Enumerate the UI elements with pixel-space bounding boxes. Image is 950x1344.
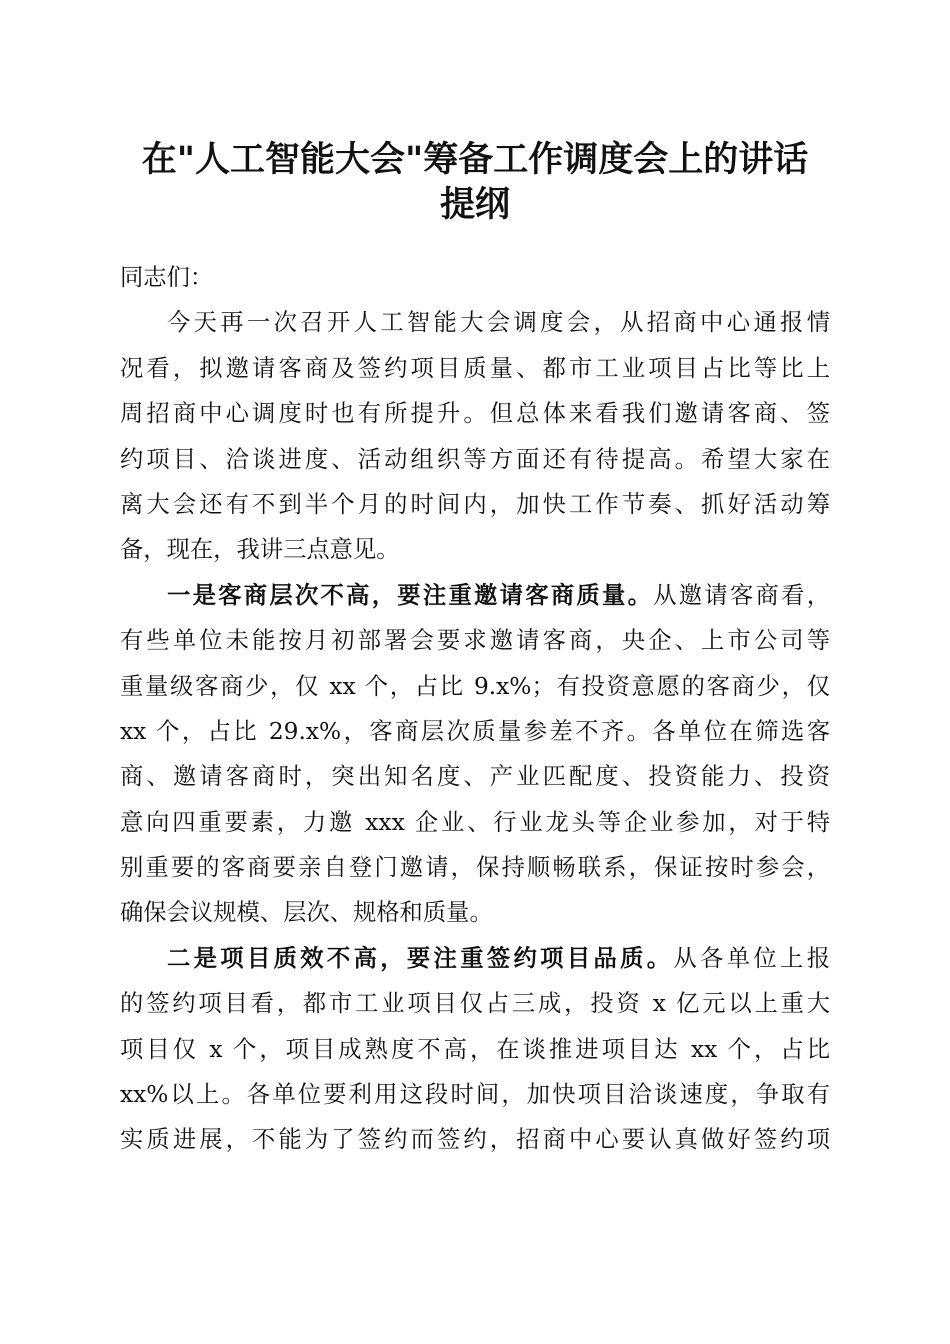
paragraph-3-line: xx%以上。各单位要利用这段时间，加快项目洽谈速度，争取有 <box>120 1081 830 1109</box>
paragraph-2-line: 意向四重要素，力邀 xxx 企业、行业龙头等企业参加，对于特 <box>120 808 830 836</box>
paragraph-2-line: 确保会议规模、层次、规格和质量。 <box>120 899 493 927</box>
paragraph-1-line: 况看，拟邀请客商及签约项目质量、都市工业项目占比等比上 <box>120 354 830 382</box>
paragraph-1-line: 周招商中心调度时也有所提升。但总体来看我们邀请客商、签 <box>120 400 830 428</box>
paragraph-1-line: 备，现在，我讲三点意见。 <box>120 536 400 564</box>
paragraph-2-heading: 一是客商层次不高，要注重邀请客商质量。 <box>167 581 654 609</box>
paragraph-3-line: 的签约项目看，都市工业项目仅占三成，投资 x 亿元以上重大 <box>120 990 830 1018</box>
paragraph-2-first-line-text: 从邀请客商看， <box>653 581 831 609</box>
document-title-line-1: 在"人工智能大会"筹备工作调度会上的讲话 <box>141 139 809 180</box>
paragraph-2-line: 商、邀请客商时，突出知名度、产业匹配度、投资能力、投资 <box>120 763 830 791</box>
paragraph-2-line: 别重要的客商要亲自登门邀请，保持顺畅联系，保证按时参会， <box>120 854 830 882</box>
paragraph-2-line: 重量级客商少，仅 xx 个，占比 9.x%；有投资意愿的客商少，仅 <box>120 672 830 700</box>
paragraph-1-line: 约项目、洽谈进度、活动组织等方面还有待提高。希望大家在 <box>120 445 830 473</box>
salutation: 同志们： <box>120 264 214 291</box>
paragraph-3-heading: 二是项目质效不高，要注重签约项目品质。 <box>167 944 674 972</box>
paragraph-3-line: 实质进展，不能为了签约而签约，招商中心要认真做好签约项 <box>120 1126 830 1154</box>
paragraph-1-line: 离大会还有不到半个月的时间内，加快工作节奏、抓好活动筹 <box>120 490 830 518</box>
paragraph-2-first-line <box>120 573 830 618</box>
paragraph-2-line: 有些单位未能按月初部署会要求邀请客商，央企、上市公司等 <box>120 627 830 655</box>
paragraph-3-first-line-text: 从各单位上报 <box>673 944 831 972</box>
document-title-line-2: 提纲 <box>439 184 510 225</box>
paragraph-3-first-line <box>120 936 830 981</box>
document-body <box>120 255 830 1163</box>
paragraph-2-line: xx 个，占比 29.x%，客商层次质量参差不齐。各单位在筛选客 <box>120 717 830 745</box>
paragraph-3-line: 项目仅 x 个，项目成熟度不高，在谈推进项目达 xx 个，占比 <box>120 1035 830 1063</box>
paragraph-1-line: 今天再一次召开人工智能大会调度会，从招商中心通报情 <box>167 309 830 337</box>
